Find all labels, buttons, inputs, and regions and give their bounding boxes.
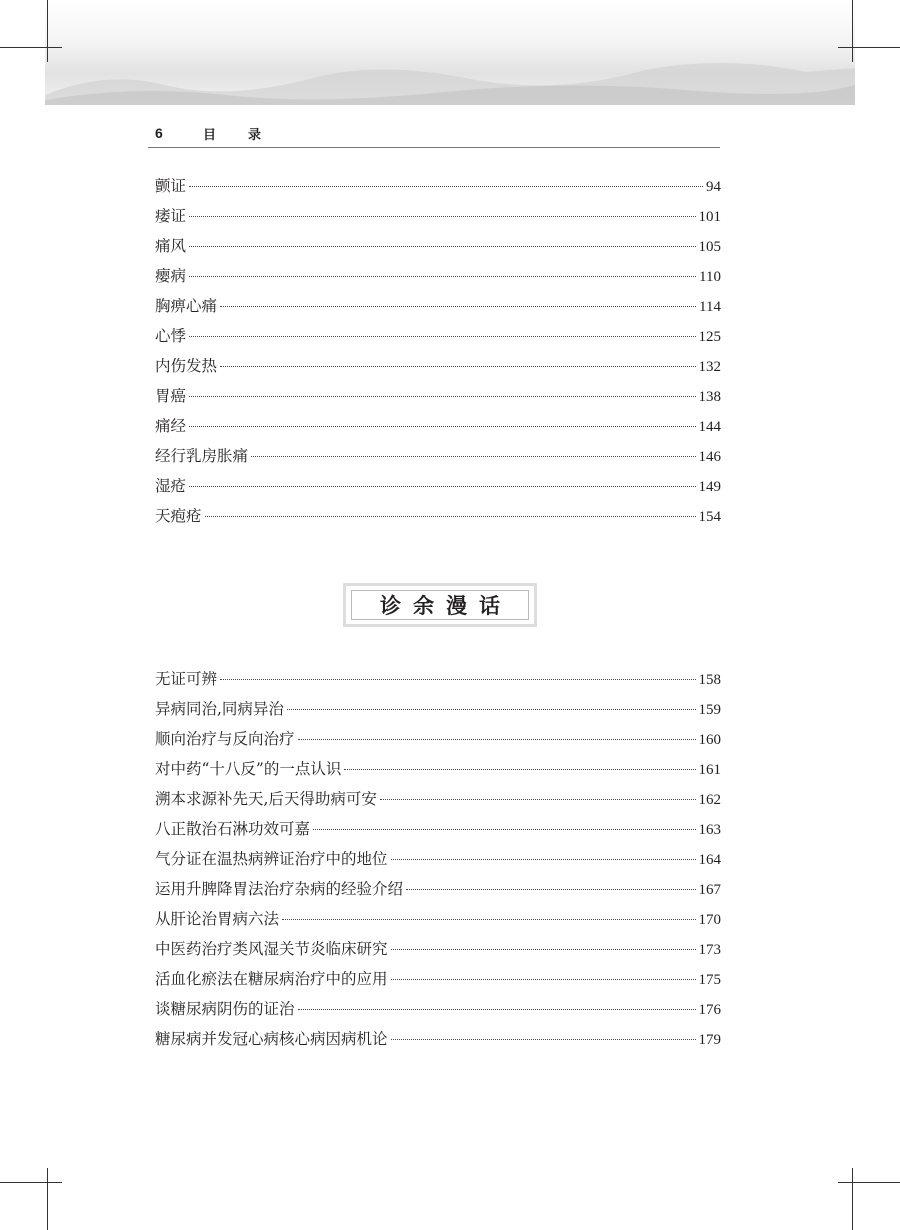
crop-mark [47, 1168, 48, 1230]
entry-page: 149 [698, 479, 721, 495]
entry-page: 146 [698, 449, 721, 465]
entry-page: 162 [698, 792, 721, 808]
entry-page: 164 [698, 852, 721, 868]
entry-title: 内伤发热 [155, 357, 218, 375]
entry-title: 无证可辨 [155, 670, 218, 688]
dot-leader [189, 246, 695, 247]
entry-page: 138 [698, 389, 721, 405]
toc-entry[interactable] [155, 414, 721, 444]
toc-entry[interactable] [155, 997, 721, 1027]
entry-title: 痛经 [155, 417, 187, 435]
dot-leader [205, 516, 696, 517]
entry-title: 异病同治,同病异治 [155, 700, 284, 718]
toc-entry[interactable] [155, 937, 721, 967]
entry-page: 105 [698, 239, 721, 255]
toc-entry[interactable] [155, 204, 721, 234]
header-rule [148, 147, 720, 148]
entry-title: 运用升脾降胃法治疗杂病的经验介绍 [155, 880, 404, 898]
entry-page: 163 [698, 822, 721, 838]
crop-mark [852, 0, 853, 62]
toc-entry[interactable] [155, 877, 721, 907]
dot-leader [189, 276, 696, 277]
dot-leader [391, 949, 696, 950]
entry-title: 湿疮 [155, 477, 187, 495]
dot-leader [380, 799, 696, 800]
toc-list-2 [155, 667, 721, 1057]
entry-title: 天疱疮 [155, 507, 202, 525]
entry-page: 125 [698, 329, 721, 345]
toc-entry[interactable] [155, 967, 721, 997]
dot-leader [298, 739, 696, 740]
mountain-illustration [45, 0, 855, 105]
crop-mark [838, 47, 900, 48]
toc-entry[interactable] [155, 444, 721, 474]
entry-page: 159 [698, 702, 721, 718]
entry-page: 114 [699, 299, 721, 315]
entry-page: 160 [698, 732, 721, 748]
entry-page: 176 [698, 1002, 721, 1018]
entry-title: 心悸 [155, 327, 187, 345]
dot-leader [189, 486, 695, 487]
running-head: 录 [248, 128, 262, 143]
entry-page: 110 [699, 269, 721, 285]
entry-page: 101 [698, 209, 721, 225]
toc-entry[interactable] [155, 354, 721, 384]
toc-entry[interactable] [155, 1027, 721, 1057]
toc-entry[interactable] [155, 174, 721, 204]
toc-entry[interactable] [155, 504, 721, 534]
entry-title: 颤证 [155, 177, 187, 195]
dot-leader [287, 709, 696, 710]
crop-mark [47, 0, 48, 62]
entry-page: 175 [698, 972, 721, 988]
entry-page: 132 [698, 359, 721, 375]
dot-leader [298, 1009, 696, 1010]
entry-title: 八正散治石淋功效可嘉 [155, 820, 311, 838]
dot-leader [313, 829, 695, 830]
toc-entry[interactable] [155, 907, 721, 937]
crop-mark [0, 47, 62, 48]
entry-title: 痛风 [155, 237, 187, 255]
toc-list-1 [155, 174, 721, 534]
header-landscape-banner [45, 0, 855, 105]
dot-leader [220, 366, 695, 367]
toc-entry[interactable] [155, 324, 721, 354]
entry-title: 胸痹心痛 [155, 297, 218, 315]
entry-page: 167 [698, 882, 721, 898]
dot-leader [189, 186, 703, 187]
entry-title: 瘿病 [155, 267, 187, 285]
entry-page: 179 [698, 1032, 721, 1048]
toc-entry[interactable] [155, 384, 721, 414]
toc-entry[interactable] [155, 757, 721, 787]
dot-leader [406, 889, 695, 890]
toc-entry[interactable] [155, 474, 721, 504]
entry-page: 161 [698, 762, 721, 778]
toc-entry[interactable] [155, 787, 721, 817]
entry-title: 经行乳房胀痛 [155, 447, 249, 465]
section-title-box [343, 583, 537, 627]
crop-mark [852, 1168, 853, 1230]
dot-leader [220, 306, 696, 307]
entry-title: 痿证 [155, 207, 187, 225]
entry-title: 从肝论治胃病六法 [155, 910, 280, 928]
section-title: 诊余漫话 [380, 593, 512, 618]
dot-leader [391, 859, 696, 860]
toc-entry[interactable] [155, 294, 721, 324]
dot-leader [282, 919, 695, 920]
dot-leader [189, 426, 695, 427]
entry-title: 对中药“十八反”的一点认识 [155, 760, 342, 778]
toc-entry[interactable] [155, 264, 721, 294]
dot-leader [220, 679, 695, 680]
entry-page: 173 [698, 942, 721, 958]
entry-title: 气分证在温热病辨证治疗中的地位 [155, 850, 388, 868]
dot-leader [189, 336, 695, 337]
entry-title: 中医药治疗类风湿关节炎临床研究 [155, 940, 388, 958]
toc-entry[interactable] [155, 817, 721, 847]
toc-entry[interactable] [155, 234, 721, 264]
toc-entry[interactable] [155, 697, 721, 727]
crop-mark [838, 1182, 900, 1183]
running-head: 目 [203, 128, 217, 143]
entry-title: 谈糖尿病阴伤的证治 [155, 1000, 295, 1018]
entry-page: 94 [706, 179, 721, 195]
toc-entry[interactable] [155, 727, 721, 757]
entry-title: 溯本求源补先天,后天得助病可安 [155, 790, 377, 808]
dot-leader [189, 396, 695, 397]
entry-title: 糖尿病并发冠心病核心病因病机论 [155, 1030, 388, 1048]
entry-title: 顺向治疗与反向治疗 [155, 730, 295, 748]
dot-leader [391, 979, 696, 980]
crop-mark [0, 1182, 62, 1183]
dot-leader [189, 216, 695, 217]
entry-title: 活血化瘀法在糖尿病治疗中的应用 [155, 970, 388, 988]
entry-title: 胃癌 [155, 387, 187, 405]
toc-entry[interactable] [155, 847, 721, 877]
entry-page: 144 [698, 419, 721, 435]
page-number: 6 [155, 125, 163, 141]
entry-page: 158 [698, 672, 721, 688]
dot-leader [391, 1039, 696, 1040]
entry-page: 154 [698, 509, 721, 525]
dot-leader [344, 769, 695, 770]
entry-page: 170 [698, 912, 721, 928]
dot-leader [251, 456, 695, 457]
toc-entry[interactable] [155, 667, 721, 697]
